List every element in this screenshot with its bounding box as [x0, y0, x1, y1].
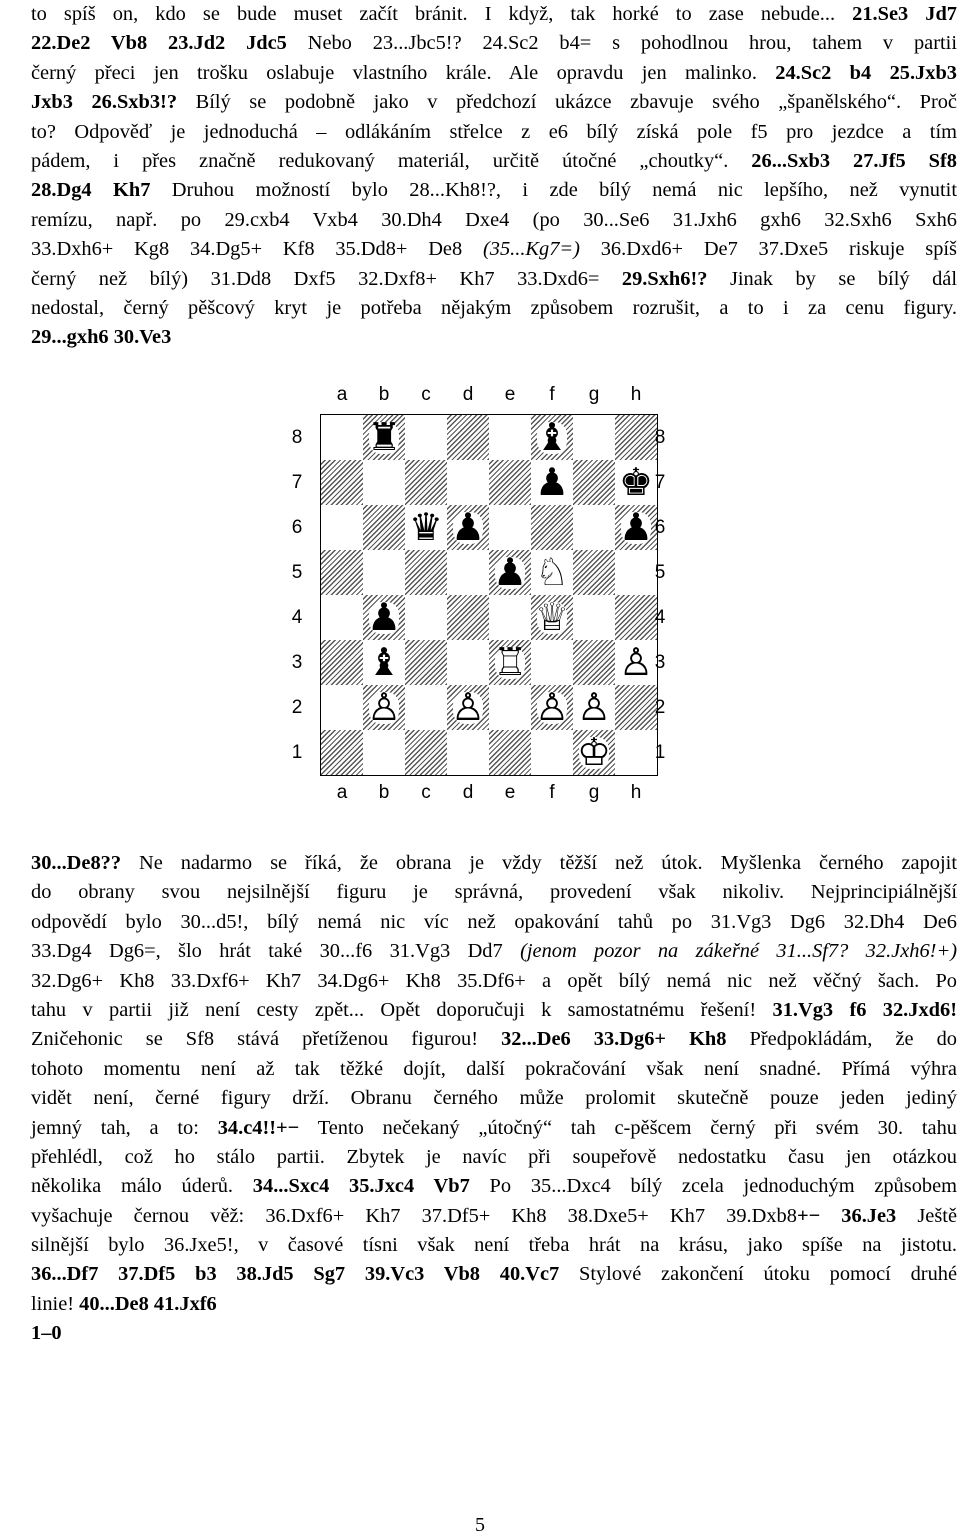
square-a6 — [321, 505, 363, 550]
text-line — [31, 1290, 957, 1319]
text-run: černý přeci jen trošku oslabuje vlastního krále. Ale opravdu jen malinko. — [31, 61, 776, 84]
black-king-icon: ♚ — [618, 460, 654, 504]
square-d6 — [447, 505, 489, 550]
text-line — [31, 1260, 957, 1289]
square-f1 — [531, 730, 573, 775]
square-e7 — [489, 460, 531, 505]
square-g6 — [573, 505, 615, 550]
move-notation: 34...Sxc4 35.Jxc4 Vb7 — [252, 1175, 470, 1198]
square-e1 — [489, 730, 531, 775]
square-d2 — [447, 685, 489, 730]
square-d7 — [447, 460, 489, 505]
move-notation: 28.Dg4 Kh7 — [31, 179, 151, 202]
square-c8 — [405, 415, 447, 460]
file-label-b: b — [378, 782, 390, 803]
text-run: 36.Dxd6+ De7 37.Dxe5 riskuje spíš — [579, 238, 957, 261]
text-line — [31, 878, 957, 907]
rank-label-3: 3 — [654, 652, 666, 673]
text-run: Ještě — [896, 1204, 958, 1227]
text-run: přehlédl, což ho stálo partii. Zbytek je navíc při soupeřově nedostatku času jen otázkou — [31, 1145, 957, 1168]
square-b4 — [363, 595, 405, 640]
black-pawn-icon: ♟ — [534, 460, 570, 504]
rank-label-4: 4 — [654, 607, 666, 628]
text-run: to spíš on, kdo se bude muset začít bránit. I když, tak horké to zase nebude... — [31, 3, 853, 25]
square-f5 — [531, 550, 573, 595]
move-notation: 26...Sxb3 27.Jf5 Sf8 — [751, 149, 958, 172]
rank-label-2: 2 — [291, 697, 303, 718]
square-a8 — [321, 415, 363, 460]
move-notation: Jxb3 26.Sxb3!? — [31, 91, 178, 114]
paragraph-bottom — [31, 849, 957, 1349]
text-line — [31, 908, 957, 937]
square-g1 — [573, 730, 615, 775]
square-g3 — [573, 640, 615, 685]
text-run: Stylové zakončení útoku pomocí druhé — [559, 1263, 958, 1286]
text-line — [31, 849, 957, 878]
square-e6 — [489, 505, 531, 550]
black-pawn-icon: ♟ — [366, 595, 402, 639]
move-notation: 24.Sc2 b4 25.Jxb3 — [775, 61, 957, 84]
square-e3 — [489, 640, 531, 685]
square-f2 — [531, 685, 573, 730]
file-label-a: a — [336, 782, 348, 803]
move-notation: 36...Df7 37.Df5 b3 38.Jd5 Sg7 39.Vc3 Vb8 40.Vc7 — [31, 1263, 560, 1286]
text-run: silnější bylo 36.Jxe5!, v časové tísni však není třeba hrát na krásu, jako spíše na jistotu. — [31, 1234, 957, 1257]
rank-label-2: 2 — [654, 697, 666, 718]
text-run: jemný tah, a to: — [31, 1116, 218, 1139]
file-label-e: e — [504, 782, 516, 803]
black-pawn-icon: ♟ — [618, 505, 654, 549]
text-run: tohoto momentu není až tak těžké dojít, další pokračování však není snadné. Přímá výhra — [31, 1057, 957, 1080]
text-line — [31, 1055, 957, 1084]
text-line — [31, 996, 957, 1025]
square-e2 — [489, 685, 531, 730]
white-pawn-icon: ♙ — [450, 685, 486, 729]
move-notation: 1–0 — [31, 1322, 62, 1345]
square-a3 — [321, 640, 363, 685]
square-b1 — [363, 730, 405, 775]
white-pawn-icon: ♙ — [576, 685, 612, 729]
text-run: vidět není, černé figury drží. Obranu černého může prolomit skutečně pouze jeden jediný — [31, 1087, 957, 1110]
text-run: to? Odpověď je jednoduchá – odlákáním střelce z e6 bílý získá pole f5 pro jezdce a tím — [31, 120, 957, 143]
text-line — [31, 1172, 957, 1201]
square-a4 — [321, 595, 363, 640]
file-label-g: g — [588, 384, 600, 405]
white-pawn-icon: ♙ — [534, 685, 570, 729]
file-label-c: c — [421, 384, 431, 405]
square-e4 — [489, 595, 531, 640]
square-d3 — [447, 640, 489, 685]
square-g4 — [573, 595, 615, 640]
text-run: 33.Dg4 Dg6=, šlo hrát také 30...f6 31.Vg3 Dd7 — [31, 940, 521, 963]
text-run: linie! — [31, 1292, 80, 1315]
square-f7 — [531, 460, 573, 505]
square-e8 — [489, 415, 531, 460]
file-label-d: d — [462, 782, 474, 803]
text-run: Předpokládám, že do — [726, 1028, 957, 1051]
rank-label-7: 7 — [654, 472, 666, 493]
move-notation: 29.Sxh6!? — [621, 267, 708, 290]
page-number: 5 — [475, 1514, 485, 1536]
white-pawn-icon: ♙ — [366, 685, 402, 729]
move-notation: +− 36.Je3 — [796, 1204, 897, 1227]
square-a1 — [321, 730, 363, 775]
text-run: pádem, i přes značně redukovaný materiál, určitě útočné „choutky“. — [31, 149, 752, 172]
file-label-h: h — [630, 782, 642, 803]
move-notation: 34.c4!!+− — [217, 1116, 300, 1139]
square-f6 — [531, 505, 573, 550]
move-notation: 29...gxh6 30.Ve3 — [31, 326, 172, 349]
text-line — [31, 1025, 957, 1054]
text-line — [31, 1143, 957, 1172]
square-d5 — [447, 550, 489, 595]
text-line — [31, 1114, 957, 1143]
square-g2 — [573, 685, 615, 730]
text-run: Ne nadarmo se říká, že obrana je vždy těžší než útok. Myšlenka černého zapojit — [121, 852, 957, 874]
square-c7 — [405, 460, 447, 505]
text-run: Druhou možností bylo 28...Kh8!?, i zde bílý nemá nic lepšího, než vynutit — [150, 179, 957, 202]
rank-label-3: 3 — [291, 652, 303, 673]
square-g8 — [573, 415, 615, 460]
square-c2 — [405, 685, 447, 730]
file-label-f: f — [549, 782, 555, 803]
file-label-b: b — [378, 384, 390, 405]
square-g7 — [573, 460, 615, 505]
square-b3 — [363, 640, 405, 685]
file-label-g: g — [588, 782, 600, 803]
square-c4 — [405, 595, 447, 640]
rank-label-8: 8 — [291, 427, 303, 448]
square-b5 — [363, 550, 405, 595]
rank-label-6: 6 — [291, 517, 303, 538]
square-d1 — [447, 730, 489, 775]
rank-label-6: 6 — [654, 517, 666, 538]
italic-text: (35...Kg7=) — [482, 238, 580, 261]
text-run: do obrany svou nejsilnější figuru je správná, provedení však nikoliv. Nejprincipiálnější — [31, 881, 957, 904]
italic-text: (jenom pozor na zákeřné 31...Sf7? 32.Jxh6!+) — [520, 940, 958, 963]
square-c3 — [405, 640, 447, 685]
square-d8 — [447, 415, 489, 460]
rank-label-8: 8 — [654, 427, 666, 448]
file-label-d: d — [462, 384, 474, 405]
text-run: Jinak by se bílý dál — [707, 267, 957, 290]
square-a2 — [321, 685, 363, 730]
black-pawn-icon: ♟ — [492, 550, 528, 594]
text-run: vyšachuje černou věž: 36.Dxf6+ Kh7 37.Df5+ Kh8 38.Dxe5+ Kh7 39.Dxb8 — [31, 1204, 797, 1227]
rank-label-7: 7 — [291, 472, 303, 493]
text-line — [31, 937, 957, 966]
text-line — [31, 1084, 957, 1113]
square-e5 — [489, 550, 531, 595]
text-run: odpovědí bylo 30...d5!, bílý nemá nic víc než opakování tahů po 31.Vg3 Dg6 32.Dh4 De6 — [31, 910, 957, 933]
black-bishop-icon: ♝ — [534, 415, 570, 459]
white-king-icon: ♔ — [576, 730, 612, 774]
file-label-f: f — [549, 384, 555, 405]
text-line — [31, 1202, 957, 1231]
rank-label-1: 1 — [291, 742, 303, 763]
square-b8 — [363, 415, 405, 460]
square-d4 — [447, 595, 489, 640]
move-notation: 30...De8?? — [31, 852, 122, 874]
text-run: Tento nečekaný „útočný“ tah c-pěšcem černý při svém 30. tahu — [299, 1116, 957, 1139]
square-c6 — [405, 505, 447, 550]
text-line — [31, 967, 957, 996]
file-label-h: h — [630, 384, 642, 405]
black-queen-icon: ♛ — [408, 505, 444, 549]
move-notation: 40...De8 41.Jxf6 — [79, 1292, 217, 1315]
square-f3 — [531, 640, 573, 685]
text-line — [31, 1319, 957, 1348]
black-bishop-icon: ♝ — [366, 640, 402, 684]
black-rook-icon: ♜ — [366, 415, 402, 459]
white-pawn-icon: ♙ — [618, 640, 654, 684]
black-pawn-icon: ♟ — [450, 505, 486, 549]
move-notation: 21.Se3 Jd7 — [852, 3, 957, 25]
text-run: 33.Dxh6+ Kg8 34.Dg5+ Kf8 35.Dd8+ De8 — [31, 238, 483, 261]
rank-label-5: 5 — [291, 562, 303, 583]
text-run: Zničehonic se Sf8 stává přetíženou figurou! — [31, 1028, 502, 1051]
move-notation: 31.Vg3 f6 32.Jxd6! — [772, 998, 957, 1021]
text-run: Po 35...Dxc4 bílý zcela jednoduchým způsobem — [469, 1175, 957, 1198]
text-run: nedostal, černý pěšcový kryt je potřeba nějakým způsobem rozrušit, a to i za cenu figury. — [31, 296, 957, 319]
text-run: remízu, např. po 29.cxb4 Vxb4 30.Dh4 Dxe4 (po 30...Se6 31.Jxh6 gxh6 32.Sxh6 Sxh6 — [31, 208, 957, 231]
file-label-c: c — [421, 782, 431, 803]
rank-label-1: 1 — [654, 742, 666, 763]
square-b2 — [363, 685, 405, 730]
square-c1 — [405, 730, 447, 775]
text-run: několika málo úderů. — [31, 1175, 253, 1198]
text-run: Nebo 23...Jbc5!? 24.Sc2 b4= s pohodlnou hrou, tahem v partii — [286, 32, 957, 55]
rank-label-4: 4 — [291, 607, 303, 628]
move-notation: 22.De2 Vb8 23.Jd2 Jdc5 — [31, 32, 287, 55]
text-run: černý než bílý) 31.Dd8 Dxf5 32.Dxf8+ Kh7 33.Dxd6= — [31, 267, 622, 290]
square-c5 — [405, 550, 447, 595]
square-f8 — [531, 415, 573, 460]
square-b7 — [363, 460, 405, 505]
text-run: tahu v partii již není cesty zpět... Opět doporučuji k samostatnému řešení! — [31, 998, 773, 1021]
square-f4 — [531, 595, 573, 640]
white-rook-icon: ♖ — [492, 640, 528, 684]
file-label-a: a — [336, 384, 348, 405]
move-notation: 32...De6 33.Dg6+ Kh8 — [501, 1028, 727, 1051]
white-knight-icon: ♘ — [534, 550, 570, 594]
square-b6 — [363, 505, 405, 550]
text-run: 32.Dg6+ Kh8 33.Dxf6+ Kh7 34.Dg6+ Kh8 35.Df6+ a opět bílý nemá nic než věčný šach. Po — [31, 969, 957, 992]
square-a5 — [321, 550, 363, 595]
text-line — [31, 1231, 957, 1260]
text-run: Bílý se podobně jako v předchozí ukázce zbavuje svého „španělského“. Proč — [177, 91, 957, 114]
rank-label-5: 5 — [654, 562, 666, 583]
file-label-e: e — [504, 384, 516, 405]
square-g5 — [573, 550, 615, 595]
white-queen-icon: ♕ — [534, 595, 570, 639]
square-a7 — [321, 460, 363, 505]
